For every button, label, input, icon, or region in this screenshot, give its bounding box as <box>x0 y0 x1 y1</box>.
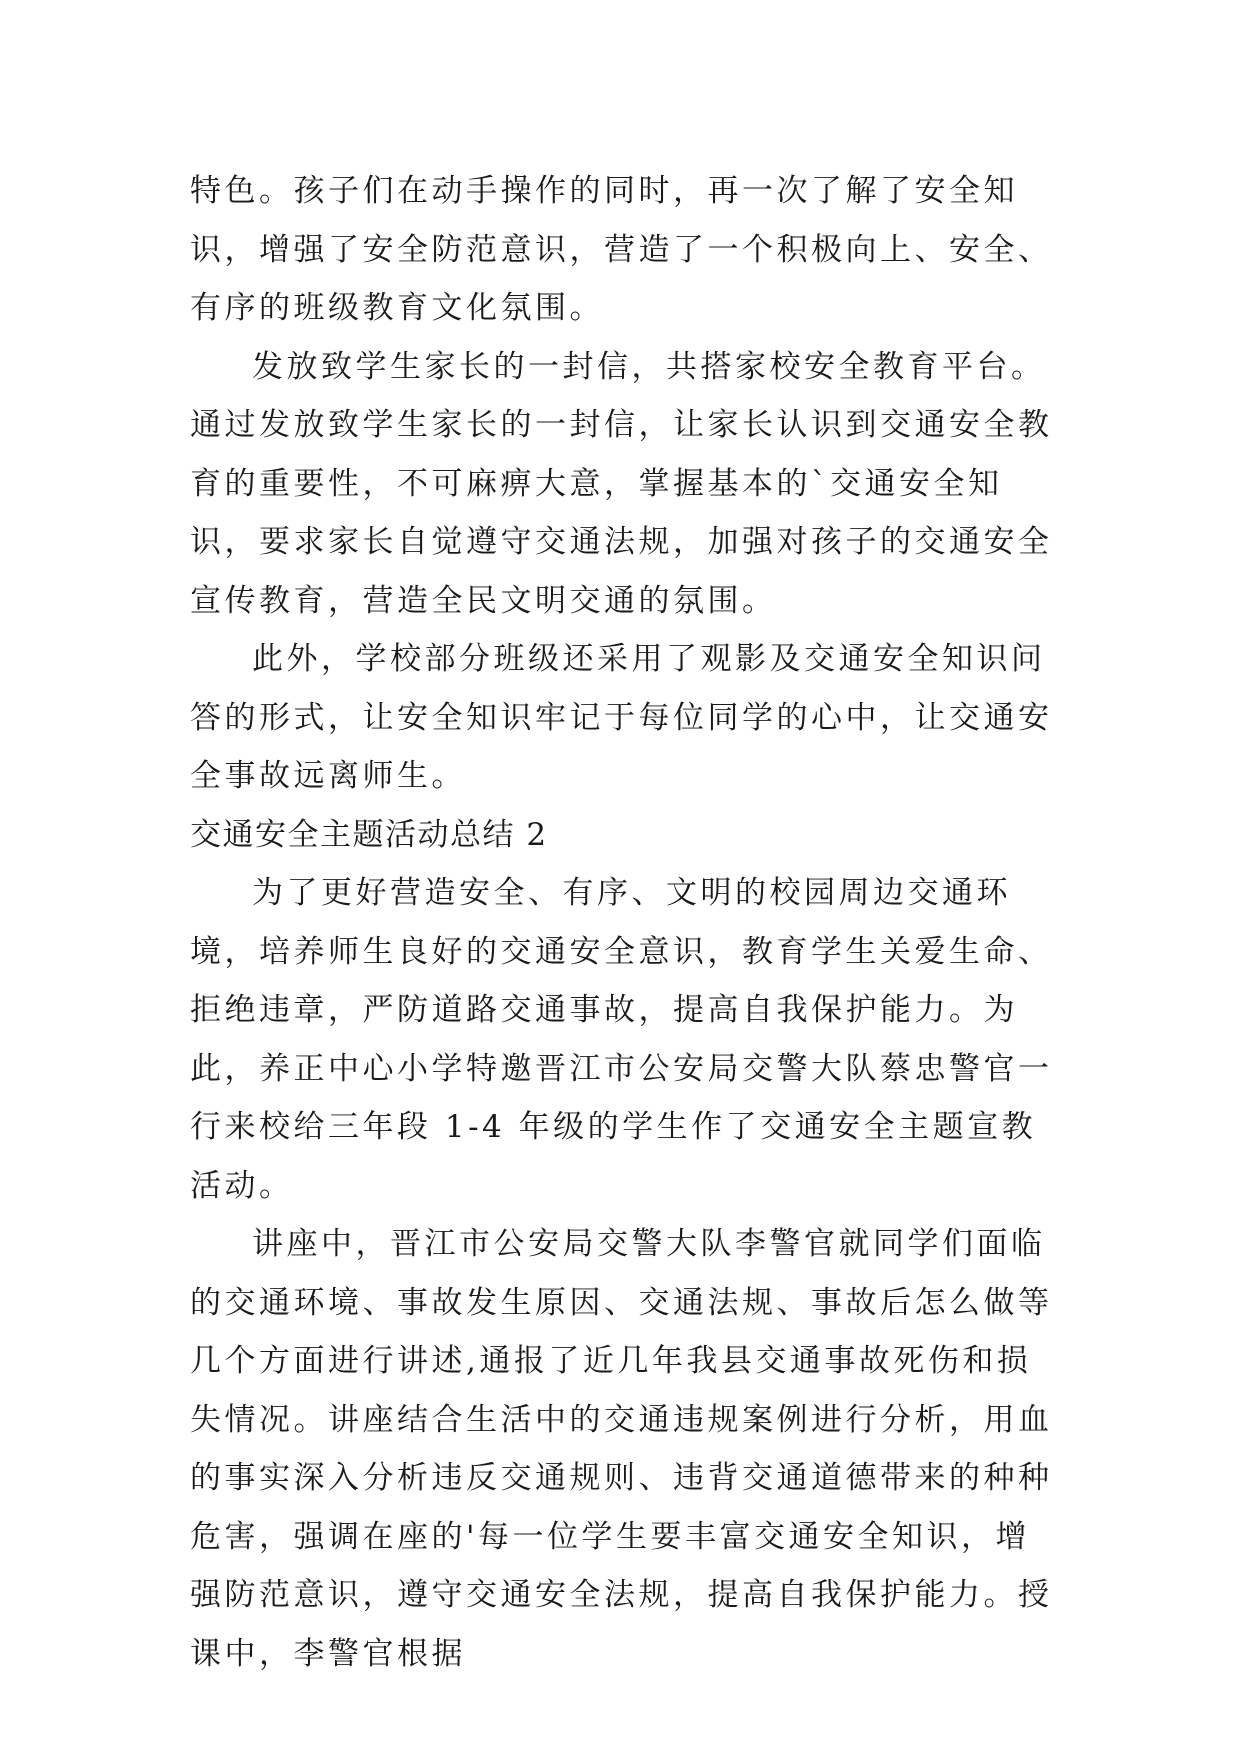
section-title: 交通安全主题活动总结 2 <box>190 816 548 853</box>
document-body <box>190 162 1058 1683</box>
paragraph-2: 发放致学生家长的一封信，共搭家校安全教育平台。通过发放致学生家长的一封信，让家长认识到交通安全教育的重要性，不可麻痹大意，掌握基本的`交通安全知识，要求家长自觉遵守交通法规，加强对孩子的交通安全宣传教育，营造全民文明交通的氛围。 <box>190 348 1053 619</box>
paragraph-1: 特色。孩子们在动手操作的同时，再一次了解了安全知识，增强了安全防范意识，营造了一个积极向上、安全、有序的班级教育文化氛围。 <box>190 173 1053 326</box>
section-paragraph-2: 讲座中，晋江市公安局交警大队李警官就同学们面临的交通环境、事故发生原因、交通法规、事故后怎么做等几个方面进行讲述,通报了近几年我县交通事故死伤和损失情况。讲座结合生活中的交通违规案例进行分析，用血的事实深入分析违反交通规则、违背交通道德带来的种种危害，强调在座的'每一位学生要丰富交通安全知识，增强防范意识，遵守交通安全法规，提高自我保护能力。授课中，李警官根据 <box>190 1226 1053 1672</box>
section-paragraph-1: 为了更好营造安全、有序、文明的校园周边交通环境，培养师生良好的交通安全意识，教育学生关爱生命、拒绝违章，严防道路交通事故，提高自我保护能力。为此，养正中心小学特邀晋江市公安局交警大队蔡忠警官一行来校给三年段 1-4 年级的学生作了交通安全主题宣教活动。 <box>190 875 1053 1204</box>
paragraph-3: 此外，学校部分班级还采用了观影及交通安全知识问答的形式，让安全知识牢记于每位同学的心中，让交通安全事故远离师生。 <box>190 641 1053 794</box>
